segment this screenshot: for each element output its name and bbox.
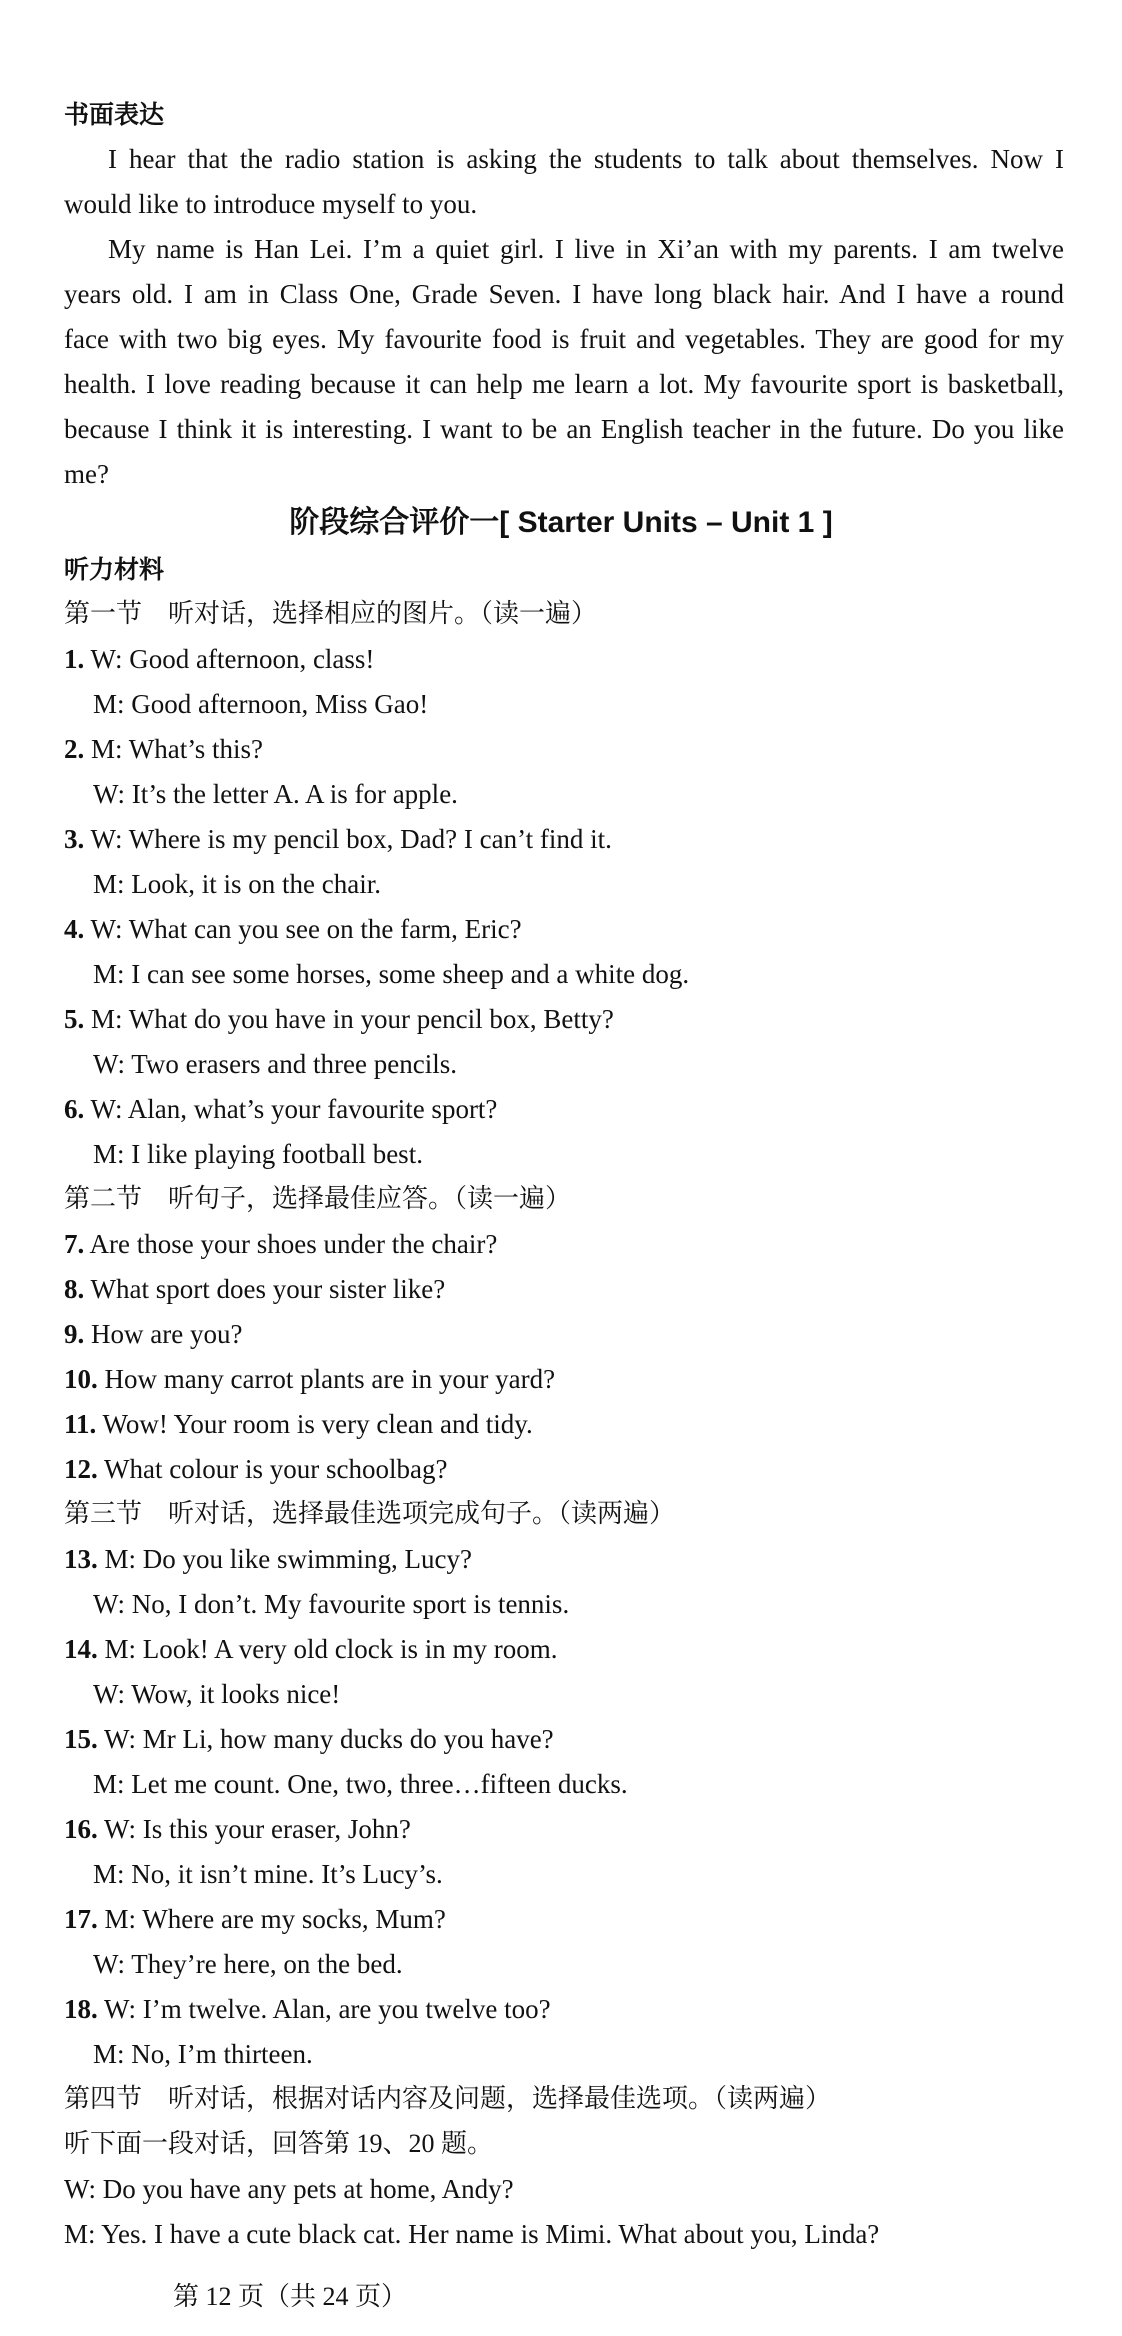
question-number: 2. [64, 734, 85, 764]
dialogue-text: M: Where are my socks, Mum? [104, 1904, 446, 1934]
dialogue-line-1: W: Do you have any pets at home, Andy? [64, 2174, 514, 2204]
sentence-text: How are you? [91, 1319, 243, 1349]
question-7 [64, 1229, 1064, 1259]
question-5-line-a [64, 1004, 1064, 1034]
section-3-heading: 第三节 听对话，选择最佳选项完成句子。（读两遍） [64, 1499, 676, 1528]
question-2-line-a [64, 734, 1064, 764]
question-number: 10. [64, 1364, 98, 1394]
question-number: 12. [64, 1454, 98, 1484]
question-18-line-a [64, 1994, 1064, 2024]
question-1-line-a [64, 644, 1064, 674]
question-number: 1. [64, 644, 85, 674]
question-number: 14. [64, 1634, 98, 1664]
sentence-text: Are those your shoes under the chair? [89, 1229, 498, 1259]
writing-heading: 书面表达 [64, 100, 165, 129]
question-number: 17. [64, 1904, 98, 1934]
essay-line-5: face with two big eyes. My favourite food is fruit and vegetables. They are good for my [64, 324, 1064, 354]
question-6-line-a [64, 1094, 1064, 1124]
question-12 [64, 1454, 1064, 1484]
question-18-line-b: M: No, I’m thirteen. [93, 2039, 313, 2069]
question-4-line-b: M: I can see some horses, some sheep and a white dog. [93, 959, 690, 989]
question-4-line-a [64, 914, 1064, 944]
dialogue-line-2: M: Yes. I have a cute black cat. Her name is Mimi. What about you, Linda? [64, 2219, 880, 2249]
question-13-line-b: W: No, I don’t. My favourite sport is tennis. [93, 1589, 570, 1619]
question-8 [64, 1274, 1064, 1304]
unit-title-cn: 阶段综合评价一 [289, 505, 500, 540]
essay-line-7: because I think it is interesting. I want to be an English teacher in the future. Do you like [64, 414, 1064, 444]
dialogue-text: W: Is this your eraser, John? [104, 1814, 411, 1844]
question-14-line-a [64, 1634, 1064, 1664]
question-16-line-a [64, 1814, 1064, 1844]
question-5-line-b: W: Two erasers and three pencils. [93, 1049, 457, 1079]
question-14-line-b: W: Wow, it looks nice! [93, 1679, 341, 1709]
dialogue-text: M: Look! A very old clock is in my room. [104, 1634, 558, 1664]
question-17-line-a [64, 1904, 1064, 1934]
question-number: 13. [64, 1544, 98, 1574]
dialogue-text: W: What can you see on the farm, Eric? [90, 914, 522, 944]
dialogue-text: M: What’s this? [91, 734, 263, 764]
essay-line-4: years old. I am in Class One, Grade Seven. I have long black hair. And I have a round [64, 279, 1064, 309]
dialogue-text: W: Mr Li, how many ducks do you have? [104, 1724, 554, 1754]
question-1-line-b: M: Good afternoon, Miss Gao! [93, 689, 429, 719]
question-number: 11. [64, 1409, 97, 1439]
question-number: 4. [64, 914, 85, 944]
dialogue-text: W: Good afternoon, class! [90, 644, 375, 674]
question-number: 3. [64, 824, 85, 854]
question-2-line-b: W: It’s the letter A. A is for apple. [93, 779, 458, 809]
question-number: 6. [64, 1094, 85, 1124]
sentence-text: How many carrot plants are in your yard? [104, 1364, 556, 1394]
question-13-line-a [64, 1544, 1064, 1574]
question-number: 18. [64, 1994, 98, 2024]
question-number: 16. [64, 1814, 98, 1844]
question-number: 5. [64, 1004, 85, 1034]
sentence-text: Wow! Your room is very clean and tidy. [102, 1409, 533, 1439]
page-number-footer: 第 12 页（共 24 页） [172, 2282, 407, 2311]
section-2-heading: 第二节 听句子，选择最佳应答。（读一遍） [64, 1184, 572, 1213]
question-15-line-a [64, 1724, 1064, 1754]
sentence-text: What sport does your sister like? [90, 1274, 446, 1304]
question-11 [64, 1409, 1064, 1439]
question-number: 9. [64, 1319, 85, 1349]
dialogue-text: M: Do you like swimming, Lucy? [104, 1544, 472, 1574]
unit-title [0, 506, 1122, 540]
section-4-intro: 听下面一段对话，回答第 19、20 题。 [64, 2129, 494, 2158]
question-3-line-a [64, 824, 1064, 854]
question-17-line-b: W: They’re here, on the bed. [93, 1949, 403, 1979]
sentence-text: What colour is your schoolbag? [104, 1454, 448, 1484]
essay-line-1: I hear that the radio station is asking the students to talk about themselves. Now I [108, 144, 1064, 174]
section-4-heading: 第四节 听对话，根据对话内容及问题，选择最佳选项。（读两遍） [64, 2084, 832, 2113]
question-number: 7. [64, 1229, 85, 1259]
essay-line-8: me? [64, 459, 109, 489]
question-15-line-b: M: Let me count. One, two, three…fifteen ducks. [93, 1769, 628, 1799]
question-number: 15. [64, 1724, 98, 1754]
dialogue-text: W: Where is my pencil box, Dad? I can’t find it. [90, 824, 612, 854]
unit-title-en: [ Starter Units – Unit 1 ] [499, 506, 833, 539]
dialogue-text: M: What do you have in your pencil box, Betty? [91, 1004, 614, 1034]
question-10 [64, 1364, 1064, 1394]
question-16-line-b: M: No, it isn’t mine. It’s Lucy’s. [93, 1859, 443, 1889]
dialogue-text: W: I’m twelve. Alan, are you twelve too? [104, 1994, 551, 2024]
section-1-heading: 第一节 听对话，选择相应的图片。（读一遍） [64, 599, 598, 628]
question-9 [64, 1319, 1064, 1349]
question-6-line-b: M: I like playing football best. [93, 1139, 423, 1169]
essay-line-2: would like to introduce myself to you. [64, 189, 478, 219]
question-3-line-b: M: Look, it is on the chair. [93, 869, 381, 899]
question-number: 8. [64, 1274, 85, 1304]
essay-line-6: health. I love reading because it can help me learn a lot. My favourite sport is basketball, [64, 369, 1064, 399]
essay-line-3: My name is Han Lei. I’m a quiet girl. I live in Xi’an with my parents. I am twelve [108, 234, 1064, 264]
dialogue-text: W: Alan, what’s your favourite sport? [90, 1094, 498, 1124]
listening-heading: 听力材料 [64, 555, 165, 584]
